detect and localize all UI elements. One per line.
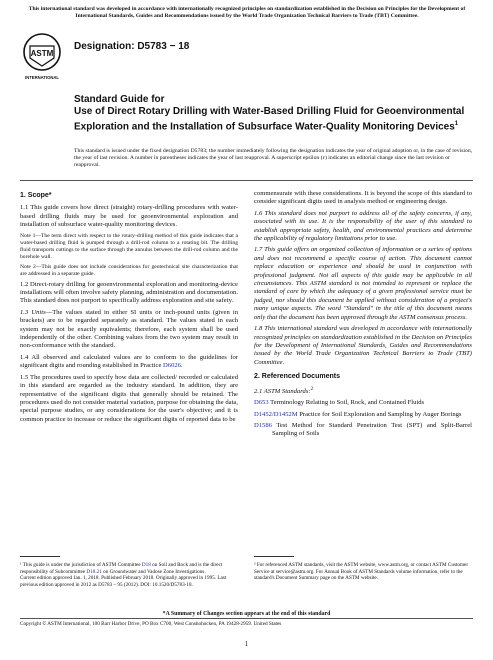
- link-d18-21[interactable]: D18.21: [86, 568, 102, 575]
- tbt-notice: This international standard was developed in accordance with internationally recognized principles on standardization established in the Decision on Principles for the Development of International Standards, Guides and Recommendations issued by the World Trade Organization Technical Barriers to Trade (TBT) Committee.: [28, 6, 466, 19]
- ref-text: Test Method for Standard Penetration Test (SPT) and Split-Barrel Sampling of Soils: [271, 421, 472, 438]
- astm-standards-subheading: [254, 386, 472, 397]
- reference-item: [254, 399, 472, 407]
- footnote-1-jurisdiction: [20, 562, 238, 575]
- referenced-documents-heading: 2. Referenced Documents: [254, 373, 340, 381]
- para-1-3: [20, 309, 238, 351]
- ref-text: Practice for Soil Exploration and Sampling by Auger Borings: [297, 410, 462, 418]
- para-1-7: 1.7 This guide offers an organized collection of information or a series of options and does not recommend a specific course of action. This document cannot replace education or experience and should be used in conjunction with professional judgment. Not all aspects of this guide may be applicable in all circumstances. This ASTM standard is not intended to represent or replace the standard of care by which the adequacy of a given professional service must be judged, nor should this document be applied without consideration of a project's many unique aspects. The word "Standard" in the title of this document means only that the document has been approved through the ASTM consensus process.: [254, 246, 472, 321]
- para-1-3-text: —The values stated in either SI units or inch-pound units (given in brackets) are to be regarded separately as standard. The values stated in each system may not be exactly equivalents; therefore, each system shall be used independently of the other. Combining values from the two system may result in non-conformance with the standard.: [20, 308, 238, 350]
- title-text: Use of Direct Rotary Drilling with Water-Based Drilling Fluid for Geoenvironmental Exploration and the Installation of Subsurface Water-Quality Monitoring Devices: [74, 106, 465, 133]
- copyright: Copyright © ASTM International, 100 Barr Harbor Drive, PO Box C700, West Conshohocken, PA 19428-2959. United States: [20, 621, 282, 627]
- ref-text: Terminology Relating to Soil, Rock, and Contained Fluids: [268, 399, 425, 407]
- issuance-statement: This standard is issued under the fixed designation D5783; the number immediately following the designation indicates the year of original adoption or, in the case of revision, the year of last revision. A number in parentheses indicates the year of last reapproval. A superscript epsilon (ε) indicates an editorial change since the last revision or reapproval.: [74, 148, 473, 169]
- note-1: Note 1—The term direct with respect to the rotary-drilling method of this guide indicates that a water-based drilling fluid is pumped through a drill-rod column to a rotating bit. The drilling fluid transports cuttings to the surface through the annulus between the drill-rod column and the borehole wall.: [20, 232, 238, 260]
- fn-text: on Soil and Rock and is the direct responsibility of Subcommittee: [20, 562, 223, 575]
- footnote-rule-left: [20, 556, 60, 557]
- divider: [20, 618, 473, 619]
- title-footnote-mark: 1: [454, 121, 459, 127]
- para-1-6: 1.6 This standard does not purport to address all of the safety concerns, if any, associated with its use. It is the responsibility of the user of this standard to establish appropriate safety, health, and environmental practices and determine the applicability of regulatory limitations prior to use.: [254, 209, 472, 243]
- page-number: 1: [244, 640, 249, 648]
- para-1-1: 1.1 This guide covers how direct (straight) rotary-drilling procedures with water-based drilling fluids may be used for geoenvironmental exploration and installation of subsurface water-quality monitoring devices.: [20, 204, 238, 229]
- para-1-3-label: 1.3 Units: [20, 308, 46, 316]
- scope-heading: 1. Scope*: [20, 192, 52, 199]
- divider: [20, 180, 473, 181]
- left-column: [20, 190, 238, 427]
- para-1-8: 1.8 This international standard was developed in accordance with internationally recognized principles on standardization established in the Decision on Principles for the Development of International Standards, Guides and Recommendations issued by the World Trade Organization Technical Barriers to Trade (TBT) Committee.: [254, 325, 472, 366]
- para-1-4-text: 1.4 All observed and calculated values are to conform to the guidelines for significant digits and rounding established in Practice: [20, 353, 238, 370]
- reference-item: [254, 411, 472, 419]
- link-d6026[interactable]: D6026: [163, 362, 181, 370]
- right-column: [254, 190, 472, 442]
- title-line2: [74, 106, 474, 133]
- fn-text: on Groundwater and Vadose Zone Investigations.: [101, 568, 206, 575]
- footnote-rule-right: [254, 556, 294, 557]
- link-d653[interactable]: D653: [254, 399, 269, 407]
- footnote-2: ² For referenced ASTM standards, visit the ASTM website, www.astm.org, or contact ASTM Customer Service at service@astm.org. For Annual Book of ASTM Standards volume information, refer to the standard's Document Summary page on the ASTM website.: [254, 562, 469, 581]
- para-1-5: 1.5 The procedures used to specify how data are collected/ recorded or calculated in this standard are regarded as the industry standard. In addition, they are representative of the significant digits that generally should be retained. The procedures used do not consider material variation, purpose for obtaining the data, special purpose studies, or any considerations for the user's objective; and it is common practice to increase or reduce the significant digits of reported data to be: [20, 373, 238, 423]
- footnote-1: [20, 562, 238, 588]
- astm-logo: [20, 28, 64, 84]
- reference-item: [254, 422, 472, 439]
- para-1-2: 1.2 Direct-rotary drilling for geoenvironmental exploration and monitoring-device installations will often involve safety planning, administration and documentation. This standard does not purport to specifically address exploration and site safety.: [20, 280, 238, 305]
- link-d1586[interactable]: D1586: [254, 421, 272, 429]
- link-d1452[interactable]: D1452/D1452M: [254, 410, 298, 418]
- designation: Designation: D5783 − 18: [74, 41, 190, 52]
- logo-text: ASTM: [30, 49, 54, 58]
- note-2: Note 2—This guide does not include considerations for geotechnical site characterization that are addressed in a separate guide.: [20, 263, 238, 277]
- footnote-1-edition: Current edition approved Jan. 1, 2018. Published February 2018. Originally approved in 1995. Last previous edition approved in 2012 as D5783 – 95 (2012). DOI: 10.1520/D5783-18.: [20, 575, 227, 588]
- astm-standards-label: 2.1 ASTM Standards:: [254, 387, 311, 395]
- title-line1: Standard Guide for: [74, 94, 165, 105]
- para-1-5-continued: commensurate with these considerations. It is beyond the scope of this standard to consider significant digits used in analysis method or engineering design.: [254, 190, 472, 206]
- para-1-4: 1.4 All observed and calculated values are to conform to the guidelines for significant digits and rounding established in Practice D6026.: [20, 353, 238, 370]
- footnote-mark-2: 2: [310, 386, 314, 392]
- fn-text: ¹ This guide is under the jurisdiction of ASTM Committee: [20, 562, 142, 568]
- document-title: [74, 94, 474, 133]
- logo-subtext: INTERNATIONAL: [25, 75, 59, 80]
- summary-of-changes-note: *A Summary of Changes section appears at the end of this standard: [162, 611, 331, 617]
- link-d18[interactable]: D18: [141, 562, 151, 568]
